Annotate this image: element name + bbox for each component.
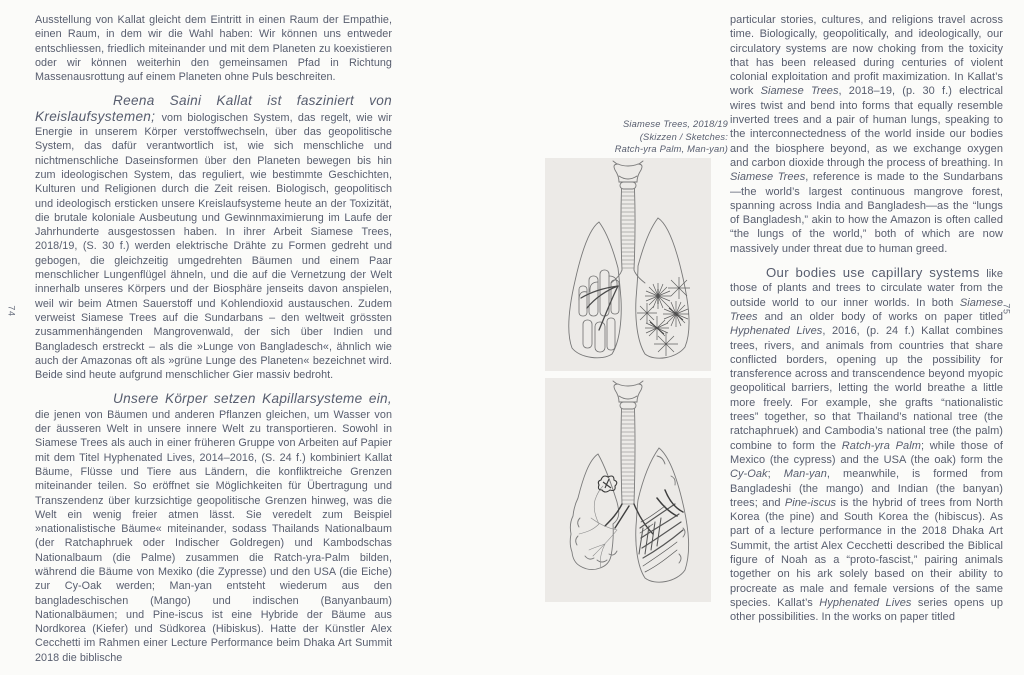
text-run: Unsere Körper setzen Kapillarsysteme ein, <box>113 391 392 407</box>
text-run: is the hybrid of trees from North Korea (the pine) and South Korea the (hibiscus). As part of a lecture performance in the 2018 Dhaka Art Summit, the artist Alex Cecchetti described the Biblical figure of Noah as a “proto-fascist,” pairing animals together on his ark solely based on their ability to procreate as male and female versions of the same species. Kallat’s <box>730 496 1003 609</box>
paragraph <box>730 13 1003 256</box>
text-run: , 2018–19, (p. 30 f.) electrical wires twist and bend into forms that equally resemble inverted trees and a pair of human lungs, speaking to the interconnectedness of the world inside our bodies and the biosphere beyond, as we exchange oxygen and carbon dioxide through the process of breathing. In <box>730 85 1003 169</box>
text-run: Siamese Trees <box>730 171 806 184</box>
caption-title: Siamese Trees, 2018/19 <box>623 119 728 129</box>
paragraph <box>730 266 1003 624</box>
text-run: Man-yan <box>783 468 827 481</box>
paragraph <box>35 94 392 382</box>
caption-works: Ratch-yra Palm, Man-yan) <box>614 144 728 154</box>
text-run: Siamese Trees <box>730 296 1003 323</box>
german-text-column <box>35 13 392 675</box>
text-run: Hyphenated Lives <box>730 325 823 338</box>
text-run: , reference is made to the Sundarbans—the world’s largest continuous mangrove forest, spanning across India and Bangladesh—as the “lungs of Bangladesh,” akin to how the Amazon is often called “the lungs of the world,” both of which are now massively under threat due to human greed. <box>730 171 1003 255</box>
text-run: , 2016, (p. 24 f.) Kallat combines trees, rivers, and animals from countries that share conflicted borders, opening up the possibility for transference across and transcendence beyond myopic geopolitical barriers, letting the world breathe a little more freely. For example, she grafts “nationalistic trees” together, so that Thailand’s national tree (the ratchaphruek) and Cambodia’s national tree (the palm) combine to form the <box>730 325 1004 452</box>
text-run: Siamese Trees <box>760 85 839 98</box>
paragraph <box>35 13 392 84</box>
text-run: Pine-iscus <box>784 496 837 509</box>
page-number-left: 74 <box>6 305 17 317</box>
page-number-right: 75 <box>1001 303 1012 315</box>
paragraph <box>35 392 392 665</box>
text-run: ; while those of Mexico (the cypress) and the USA (the oak) form the <box>730 439 1003 466</box>
text-run: , meanwhile, is formed from Bangladeshi (the mango) and Indian (the banyan) trees; and <box>730 468 1004 509</box>
text-run: Our bodies use capillary systems <box>766 265 987 281</box>
text-run: die jenen von Bäumen und anderen Pflanzen gleichen, um Wasser von der äusseren Welt in unsere innere Welt zu transportieren. Sowohl in Siamese Trees als auch in einer früheren Gruppe von Arbeiten auf Papier mit dem Titel Hyphenated Lives, 2014–2016, (S. 24 f.) kombiniert Kallat Bäume, Flüsse und Tiere aus Ländern, die konfliktreiche Grenzen miteinander teilen. So eröffnet sie Möglichkeiten für Übertragung und Transzendenz über kurzsichtige geopolitische Grenzen hinweg, was die Welt ein wenig freier atmen lässt. Sie veredelt zum Beispiel »nationalistische Bäume« miteinander, sodass Thailands Nationalbaum (der Ratchaphruek oder Indischer Goldregen) und Kambodschas Nationalbaum (die Palme) zusammen die Ratch-yra-Palm bilden, während die Bäume von Mexiko (die Zypresse) und den USA (die Eiche) zur Cy-Oak werden; Man-yan entsteht wiederum aus den bangladeschischen (Mango) und indischen (Banyanbaum) Nationalbäumen; und Pine-iscus ist eine Hybride der Bäume aus Nordkorea (Kiefer) und Südkorea (Hibiskus). Hatte der Künstler Alex Cecchetti im Rahmen einer Lecture Performance beim Dhaka Art Summit 2018 die biblische <box>35 408 392 664</box>
text-run: Ausstellung von Kallat gleicht dem Eintritt in einen Raum der Empathie, einen Raum, in dem wir die Wahl haben: Wir können uns entweder entschliessen, friedlich miteinander und mit dem Planeten zu koexistieren oder wir können weiterhin den gemeinsamen Pfad in Richtung Massenausrottung auf einem Planeten ohne Puls beschreiten. <box>35 14 392 84</box>
text-run: series opens up other possibilities. In the works on paper titled <box>730 596 1003 624</box>
lungs-sketch-icon <box>545 158 711 371</box>
text-run: particular stories, cultures, and religions travel across time. Biologically, geopolitically, and ideologically, our circulatory systems are now choking from the toxicity that has been released during centuries of violent colonial exploitation and profit maximization. In Kallat’s work <box>730 14 1003 98</box>
text-run: Reena Saini Kallat ist fasziniert von Kreislaufsystemen; <box>35 93 392 124</box>
caption-subtitle: (Skizzen / Sketches: <box>639 131 728 142</box>
text-run: vom biologischen System, das regelt, wie wir Energie in unserem Körper verstoffwechseln, über das geopolitische System, das dafür verantwortlich ist, wie sich menschliche und nichtmenschliche Daseinsformen über den Planeten bewegen bis hin zum ideologischen System, das reguliert, wie bestimmte Geschichten, Kulturen und Religionen durch die Zeit reisen. Biologisch, geopolitisch und ideologisch ersticken unsere Kreislaufsysteme heute an der Toxizität, die brutale koloniale Ausbeutung und Gewinnmaximierung im Laufe der Jahrhunderte ausgestossen haben. In ihrer Arbeit Siamese Trees, 2018/19, (S. 30 f.) werden elektrische Drähte zu Formen gedreht und gebogen, die gleichzeitig umgedrehten Bäumen und einem Paar menschlicher Lungenflügel ähneln, und die auf die Vernetzung der Welt innerhalb unseres Körpers und der Biosphäre jenseits davon anspielen, weil wir beim Atmen Sauerstoff und Kohlendioxid austauschen. Zudem verweist Siamese Trees auf die Sundarbans – den weltweit grössten zusammenhängenden Mangrovenwald, der sich über Indien und Bangladesch erstreckt – als die »Lunge von Bangladesch«, ähnlich wie auch der Amazonas oft als »grüne Lunge des Planeten« bezeichnet wird. Beide sind heute aufgrund menschlicher Gier massiv bedroht. <box>35 111 392 382</box>
lungs-sketch-icon <box>545 378 711 602</box>
artwork-caption <box>508 118 728 156</box>
text-run: Ratch-yra Palm <box>841 439 921 452</box>
english-text-column <box>730 13 1003 634</box>
sketch-figure-top <box>545 158 711 371</box>
text-run: Cy-Oak <box>730 468 768 481</box>
text-run: like those of plants and trees to circulate water from the outside world to our inner worlds. In both <box>730 268 1003 309</box>
sketch-figure-bottom <box>545 378 711 602</box>
text-run: ; <box>767 468 784 481</box>
text-run: Hyphenated Lives <box>819 596 912 609</box>
text-run: and an older body of works on paper titled <box>757 310 1003 323</box>
